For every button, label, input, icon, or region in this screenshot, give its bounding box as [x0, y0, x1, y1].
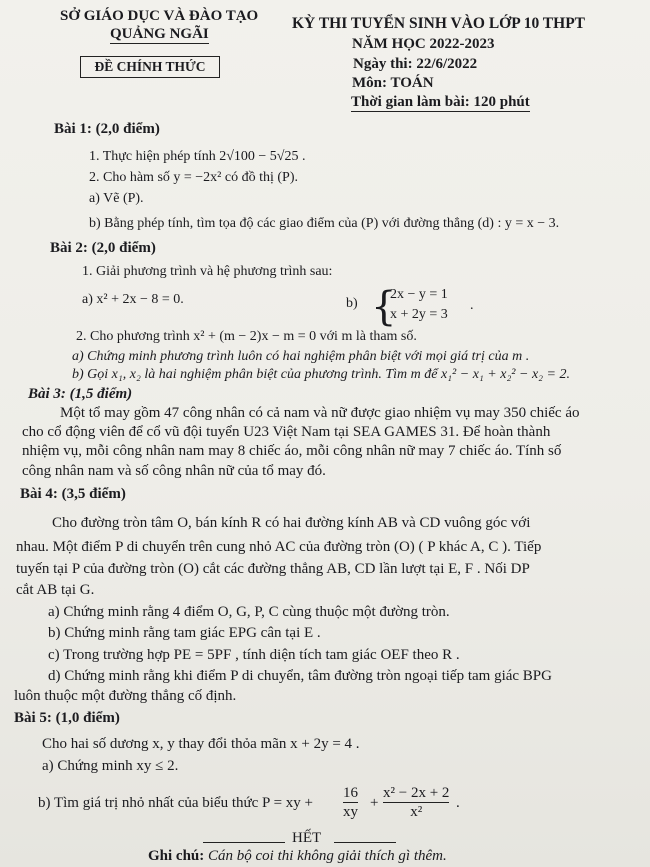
bai3-line4: công nhân nam và số công nhân nữ của tổ may đó. [22, 463, 326, 479]
bai3-line2: cho cổ động viên để cổ vũ đội tuyển U23 Việt Nam tại SEA GAMES 31. Để hoàn thành [22, 424, 551, 440]
school-year: NĂM HỌC 2022-2023 [352, 36, 495, 52]
bai4-qc: c) Trong trường hợp PE = 5PF , tính diện tích tam giác OEF theo R . [48, 647, 460, 663]
bai2-q2a: a) Chứng minh phương trình luôn có hai nghiệm phân biệt với mọi giá trị của m . [72, 349, 530, 364]
bai5-qb-prefix: b) Tìm giá trị nhỏ nhất của biểu thức P = xy + [38, 795, 314, 811]
plus-sign: + [370, 795, 379, 811]
bai4-line3: tuyến tại P của đường tròn (O) cắt các đường thẳng AB, CD lần lượt tại E, F . Nối DP [16, 561, 530, 577]
fraction2-denominator: x² [383, 802, 449, 821]
bai4-line2: nhau. Một điểm P di chuyển trên cung nhỏ AC của đường tròn (O) ( P khác A, C ). Tiếp [16, 539, 542, 555]
exam-subject: Môn: TOÁN [352, 75, 434, 91]
system-brace: { [371, 284, 397, 330]
bai2-q2b: b) Gọi x₁, x₂ là hai nghiệm phân biệt của phương trình. Tìm m để x₁² − x₁ + x₂² − x₂ = 2. [72, 367, 570, 382]
bai2-system-end: . [470, 298, 474, 313]
bai1-q2a: a) Vẽ (P). [89, 191, 144, 206]
end-mark: HẾT [292, 830, 322, 846]
footer-rule-left [203, 842, 285, 843]
note-text: Cán bộ coi thi không giải thích gì thêm. [208, 848, 447, 864]
footer-rule-right [334, 842, 396, 843]
department-name: SỞ GIÁO DỤC VÀ ĐÀO TẠO [60, 8, 259, 24]
fraction1-denominator: xy [343, 804, 358, 820]
bai4-qa: a) Chứng minh rằng 4 điểm O, G, P, C cùng thuộc một đường tròn. [48, 604, 450, 620]
bai2-q1: 1. Giải phương trình và hệ phương trình sau: [82, 264, 333, 279]
bai4-line1: Cho đường tròn tâm O, bán kính R có hai đường kính AB và CD vuông góc với [52, 515, 531, 531]
bai2-q1b-label: b) [346, 296, 358, 311]
bai4-qd1: d) Chứng minh rằng khi điểm P di chuyển, tâm đường tròn ngoại tiếp tam giác BPG [48, 668, 552, 684]
bai2-system-eq1: 2x − y = 1 [390, 287, 448, 302]
bai5-intro: Cho hai số dương x, y thay đổi thỏa mãn x + 2y = 4 . [42, 736, 360, 752]
bai4-title: Bài 4: (3,5 điểm) [20, 486, 126, 502]
note-label: Ghi chú: [148, 848, 205, 864]
bai1-q2b: b) Bằng phép tính, tìm tọa độ các giao điểm của (P) với đường thẳng (d) : y = x − 3. [89, 216, 560, 231]
fraction-quadratic-over-x2 [383, 784, 449, 821]
bai5-title: Bài 5: (1,0 điểm) [14, 710, 120, 726]
official-exam-badge: ĐỀ CHÍNH THỨC [80, 56, 220, 78]
exam-date: Ngày thi: 22/6/2022 [353, 56, 478, 72]
bai3-line1: Một tổ may gồm 47 công nhân có cả nam và nữ được giao nhiệm vụ may 350 chiếc áo [60, 405, 580, 421]
bai2-q1a: a) x² + 2x − 8 = 0. [82, 292, 184, 307]
exam-duration: Thời gian làm bài: 120 phút [351, 94, 530, 110]
province-name: QUẢNG NGÃI [110, 26, 209, 42]
fraction1-numerator: 16 [343, 785, 358, 801]
fraction-16-over-xy [343, 784, 358, 821]
bai2-system-eq2: x + 2y = 3 [390, 307, 448, 322]
bai1-q2: 2. Cho hàm số y = −2x² có đồ thị (P). [89, 170, 298, 185]
bai4-line4: cắt AB tại G. [16, 582, 95, 598]
bai4-qd2: luôn thuộc một đường thẳng cố định. [14, 688, 237, 704]
bai3-title: Bài 3: (1,5 điểm) [28, 386, 133, 402]
bai1-title: Bài 1: (2,0 điểm) [54, 121, 160, 137]
bai3-line3: nhiệm vụ, mỗi công nhân nam may 8 chiếc áo, mỗi công nhân nữ may 7 chiếc áo. Tính số [22, 443, 562, 459]
bai5-qa: a) Chứng minh xy ≤ 2. [42, 758, 179, 774]
bai2-q2: 2. Cho phương trình x² + (m − 2)x − m = 0 với m là tham số. [76, 329, 417, 344]
bai1-q1: 1. Thực hiện phép tính 2√100 − 5√25 . [89, 149, 306, 164]
bai5-qb-end: . [456, 795, 460, 811]
bai4-qb: b) Chứng minh rằng tam giác EPG cân tại E . [48, 625, 321, 641]
exam-title: KỲ THI TUYỂN SINH VÀO LỚP 10 THPT [292, 15, 585, 32]
fraction2-numerator: x² − 2x + 2 [383, 785, 450, 801]
bai2-title: Bài 2: (2,0 điểm) [50, 240, 156, 256]
